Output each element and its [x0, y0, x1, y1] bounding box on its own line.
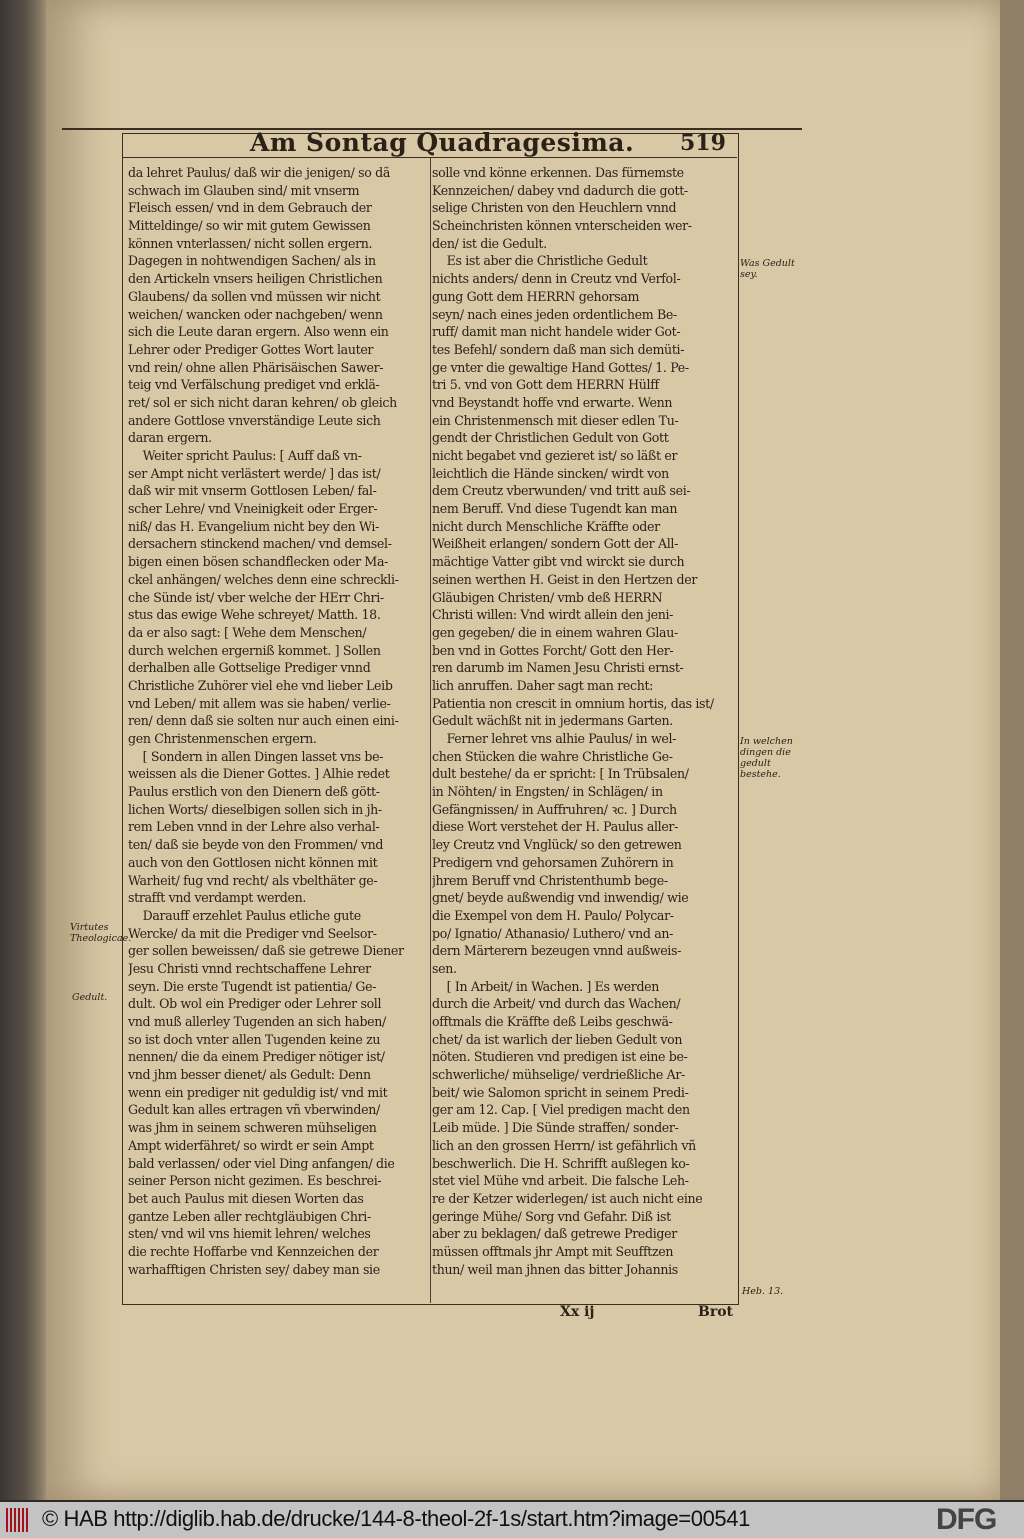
text-line: dern Märterern bezeugen vnnd außweis- — [432, 943, 681, 959]
text-line: sten/ vnd wil vns hiemit lehren/ welches — [128, 1226, 371, 1242]
margin-note: Was Gedult sey. — [740, 258, 795, 280]
text-line: Warheit/ fug vnd recht/ als vbelthäter ge- — [128, 872, 378, 888]
text-line: Gedult kan alles ertragen vñ vberwinden/ — [128, 1102, 380, 1118]
text-line: ren darumb im Namen Jesu Christi ernst- — [432, 660, 684, 676]
attribution-bar — [0, 1502, 1024, 1538]
text-line: durch die Arbeit/ vnd durch das Wachen/ — [432, 996, 681, 1012]
text-line: Scheinchristen können vnterscheiden wer- — [432, 218, 692, 234]
dfg-logo: DFG — [936, 1503, 997, 1536]
text-line: stet viel Mühe vnd arbeit. Die falsche Leh- — [432, 1173, 689, 1189]
text-line: vnd Beystandt hoffe vnd erwarte. Wenn — [432, 394, 673, 410]
text-line: che Sünde ist/ vber welche der HErr Chri- — [128, 589, 384, 605]
margin-note: In welchen dingen die gedult bestehe. — [740, 736, 793, 780]
right-column — [432, 164, 735, 1278]
text-line: warhafftigen Christen sey/ dabey man sie — [128, 1261, 380, 1277]
text-line: Jesu Christi vnnd rechtschaffene Lehrer — [128, 960, 371, 976]
text-line: thun/ weil man jhnen das bitter Johannis — [432, 1261, 678, 1277]
text-line: scher Lehre/ vnd Vneinigkeit oder Erger- — [128, 501, 378, 517]
text-line: gen Christenmenschen ergern. — [128, 731, 317, 746]
text-line: nöten. Studieren vnd predigen ist eine be- — [432, 1049, 688, 1065]
text-line: die Exempel von dem H. Paulo/ Polycar- — [432, 907, 674, 923]
text-line: vnd rein/ ohne allen Phärisäischen Sawer- — [128, 359, 384, 375]
text-line: dult. Ob wol ein Prediger oder Lehrer soll — [128, 996, 382, 1012]
margin-note: Gedult. — [72, 992, 108, 1003]
text-line: Fleisch essen/ vnd in dem Gebrauch der — [128, 200, 372, 216]
text-line: ein Christenmensch mit dieser edlen Tu- — [432, 412, 679, 428]
text-line: gung Gott dem HERRN gehorsam — [432, 288, 640, 304]
text-line: ckel anhängen/ welches denn eine schreckli- — [128, 571, 399, 587]
margin-note: Heb. 13. — [742, 1286, 784, 1297]
text-line: ley Creutz vnd Vnglück/ so den getrewen — [432, 837, 682, 853]
running-title: Am Sontag Quadragesima. — [250, 128, 635, 157]
text-line: den/ ist die Gedult. — [432, 235, 547, 251]
text-line: mächtige Vatter gibt vnd wirckt sie durch — [432, 554, 685, 570]
text-line: lich an den grossen Herrn/ ist gefährlich vñ — [432, 1137, 696, 1153]
text-line: seyn. Die erste Tugendt ist patientia/ Ge- — [128, 978, 377, 994]
catchword: Brot — [698, 1304, 734, 1320]
text-line: chen Stücken die wahre Christliche Ge- — [432, 748, 673, 764]
text-line: vnd jhm besser dienet/ als Gedult: Denn — [128, 1067, 371, 1083]
text-line: tes Befehl/ sondern daß man sich demüti- — [432, 341, 685, 357]
text-line: gantze Leben aller rechtgläubigen Chri- — [128, 1208, 371, 1224]
text-line: müssen offtmals jhr Ampt mit Seufftzen — [432, 1243, 674, 1259]
text-line: so ist doch vnter allen Tugenden keine zu — [128, 1031, 381, 1047]
text-line: da er also sagt: [ Wehe dem Menschen/ — [128, 624, 367, 640]
text-line: vnd muß allerley Tugenden an sich haben/ — [128, 1014, 386, 1029]
text-line: Gläubigen Christen/ vmb deß HERRN — [432, 589, 663, 605]
text-line: aber zu beklagen/ daß getrewe Prediger — [432, 1226, 677, 1242]
text-line: sich die Leute daran ergern. Also wenn ein — [128, 324, 389, 340]
text-line: daß wir mit vnserm Gottlosen Leben/ fal- — [128, 483, 377, 499]
scan-background — [1000, 0, 1024, 1500]
text-line: Weißheit erlangen/ sondern Gott der All- — [432, 536, 678, 552]
text-line: ruff/ damit man nicht handele wider Got- — [432, 324, 681, 340]
text-line: gen gegeben/ die in einem wahren Glau- — [432, 624, 678, 640]
text-line: was jhm in seinem schweren mühseligen — [128, 1120, 377, 1136]
text-line: Paulus erstlich von den Dienern deß gött- — [128, 784, 380, 800]
text-line: nichts anders/ denn in Creutz vnd Verfol- — [432, 271, 681, 287]
text-line: daran ergern. — [128, 430, 212, 446]
text-line: nem Beruff. Vnd diese Tugendt kan man — [432, 501, 678, 517]
text-line: Christi willen: Vnd wirdt allein den jeni- — [432, 607, 674, 623]
text-line: lichen Worts/ dieselbigen sollen sich in jh- — [128, 801, 382, 817]
text-line: wenn ein prediger nit geduldig ist/ vnd mit — [128, 1084, 388, 1100]
text-line: können vnterlassen/ nicht sollen ergern. — [128, 235, 373, 251]
text-line: ten/ daß sie beyde von den Frommen/ vnd — [128, 837, 384, 853]
text-line: Es ist aber die Christliche Gedult — [432, 253, 648, 269]
text-line: Darauff erzehlet Paulus etliche gute — [128, 907, 361, 923]
text-line: den Artickeln vnsers heiligen Christlichen — [128, 271, 383, 287]
text-line: Gefängnissen/ in Auffruhren/ ꝛc. ] Durch — [432, 801, 677, 817]
hab-logo-icon — [6, 1508, 30, 1532]
text-line: dult bestehe/ da er spricht: [ In Trübsalen/ — [432, 766, 689, 782]
text-line: derhalben alle Gottselige Prediger vnnd — [128, 660, 371, 676]
text-line: nennen/ die da einem Prediger nötiger ist/ — [128, 1049, 385, 1065]
text-line: jhrem Beruff vnd Christenthumb bege- — [432, 872, 668, 888]
text-line: stus das ewige Wehe schreyet/ Matth. 18. — [128, 607, 381, 623]
text-line: chet/ da ist warlich der lieben Gedult von — [432, 1031, 683, 1047]
text-line: schwerliche/ mühselige/ verdrießliche Ar- — [432, 1067, 685, 1083]
text-line: Christliche Zuhörer viel ehe vnd lieber Leib — [128, 677, 393, 693]
text-line: rem Leben vnnd in der Lehre also verhal- — [128, 819, 380, 835]
text-line: tri 5. vnd von Gott dem HERRN Hülff — [432, 377, 659, 393]
text-line: geringe Mühe/ Sorg vnd Gefahr. Diß ist — [432, 1208, 671, 1224]
text-line: Wercke/ da mit die Prediger vnd Seelsor- — [128, 925, 377, 941]
text-line: ger sollen beweissen/ daß sie getrewe Diener — [128, 943, 404, 959]
text-line: durch welchen ergerniß kommet. ] Sollen — [128, 642, 381, 658]
text-line: dem Creutz vberwunden/ vnd tritt auß sei- — [432, 483, 691, 499]
text-line: auch von den Gottlosen nicht können mit — [128, 854, 378, 870]
text-line: beschwerlich. Die H. Schrifft außlegen ko- — [432, 1155, 690, 1171]
text-line: Gedult wächßt nit in jedermans Garten. — [432, 713, 673, 729]
left-column — [128, 164, 431, 1278]
text-line: ben vnd in Gottes Forcht/ Gott den Her- — [432, 642, 674, 658]
text-line: weissen als die Diener Gottes. ] Alhie redet — [128, 766, 390, 782]
text-line: seinen werthen H. Geist in den Hertzen der — [432, 571, 697, 587]
text-line: Kennzeichen/ dabey vnd dadurch die gott- — [432, 182, 688, 198]
text-line: offtmals die Kräffte deß Leibs geschwä- — [432, 1014, 673, 1029]
text-line: vnd Leben/ mit allem was sie haben/ verlie- — [128, 695, 391, 711]
text-line: ger am 12. Cap. [ Viel predigen macht den — [432, 1102, 690, 1118]
text-line: andere Gottlose vnverständige Leute sich — [128, 412, 381, 428]
text-line: seiner Person nicht gezimen. Es beschrei- — [128, 1173, 382, 1189]
text-line: ge vnter die gewaltige Hand Gottes/ 1. Pe- — [432, 359, 689, 375]
text-line: niß/ das H. Evangelium nicht bey den Wi- — [128, 518, 380, 534]
margin-note: Virtutes Theologicae. — [70, 922, 132, 944]
text-line: Weiter spricht Paulus: [ Auff daß vn- — [128, 448, 362, 463]
text-line: Leib müde. ] Die Sünde straffen/ sonder- — [432, 1120, 679, 1136]
text-line: bald verlassen/ oder viel Ding anfangen/ die — [128, 1155, 395, 1171]
text-line: Lehrer oder Prediger Gottes Wort lauter — [128, 341, 374, 357]
text-line: ret/ sol er sich nicht daran kehren/ ob gleich — [128, 394, 397, 410]
text-line: [ In Arbeit/ in Wachen. ] Es werden — [432, 978, 660, 994]
text-line: bigen einen bösen schandflecken oder Ma- — [128, 554, 389, 570]
text-line: bet auch Paulus mit diesen Worten das — [128, 1190, 364, 1206]
text-line: schwach im Glauben sind/ mit vnserm — [128, 182, 360, 198]
text-line: in Nöhten/ in Engsten/ in Schlägen/ in — [432, 784, 663, 800]
text-line: selige Christen von den Heuchlern vnnd — [432, 200, 677, 216]
text-line: [ Sondern in allen Dingen lasset vns be- — [128, 748, 384, 764]
text-line: beit/ wie Salomon spricht in seinem Predi- — [432, 1084, 689, 1100]
text-line: Predigern vnd gehorsamen Zuhörern in — [432, 854, 674, 870]
text-line: gendt der Christlichen Gedult von Gott — [432, 430, 669, 446]
text-line: Patientia non crescit in omnium hortis, das ist/ — [432, 695, 714, 711]
signature-mark: Xx ij — [560, 1304, 595, 1320]
text-line: Mitteldinge/ so wir mit gutem Gewissen — [128, 218, 371, 234]
text-line: die rechte Hoffarbe vnd Kennzeichen der — [128, 1243, 379, 1259]
attribution-link[interactable]: © HAB http://diglib.hab.de/drucke/144-8-theol-2f-1s/start.htm?image=00541 — [42, 1506, 750, 1531]
text-line: solle vnd könne erkennen. Das fürnemste — [432, 165, 684, 180]
text-line: nicht durch Menschliche Kräffte oder — [432, 518, 660, 534]
book-spine — [0, 0, 52, 1500]
text-line: Glaubens/ da sollen vnd müssen wir nicht — [128, 288, 381, 304]
text-line: sen. — [432, 960, 457, 976]
text-line: re der Ketzer widerlegen/ ist auch nicht eine — [432, 1190, 703, 1206]
text-line: Dagegen in nohtwendigen Sachen/ als in — [128, 253, 376, 269]
text-line: teig vnd Verfälschung prediget vnd erklä- — [128, 377, 380, 393]
text-line: po/ Ignatio/ Athanasio/ Luthero/ vnd an- — [432, 925, 674, 941]
text-line: seyn/ nach eines jeden ordentlichem Be- — [432, 306, 677, 322]
text-line: ser Ampt nicht verlästert werde/ ] das ist/ — [128, 465, 381, 481]
text-line: diese Wort verstehet der H. Paulus aller- — [432, 819, 679, 835]
text-line: Ferner lehret vns alhie Paulus/ in wel- — [432, 731, 677, 746]
text-line: ren/ denn daß sie solten nur auch einen eini- — [128, 713, 399, 729]
text-line: strafft vnd verdampt werden. — [128, 890, 307, 906]
text-line: lich anruffen. Daher sagt man recht: — [432, 677, 654, 693]
text-line: gnet/ beyde außwendig vnd inwendig/ wie — [432, 890, 689, 906]
text-line: leichtlich die Hände sincken/ wirdt von — [432, 465, 669, 481]
text-line: weichen/ wancken oder nachgeben/ wenn — [128, 306, 383, 322]
text-line: dersachern stinckend machen/ vnd demsel- — [128, 536, 392, 552]
page-number: 519 — [680, 130, 726, 156]
text-line: da lehret Paulus/ daß wir die jenigen/ so dã — [128, 165, 391, 180]
text-line: Ampt widerfähret/ so wirdt er sein Ampt — [128, 1137, 374, 1153]
text-line: nicht begabet vnd gezieret ist/ so läßt er — [432, 448, 678, 463]
